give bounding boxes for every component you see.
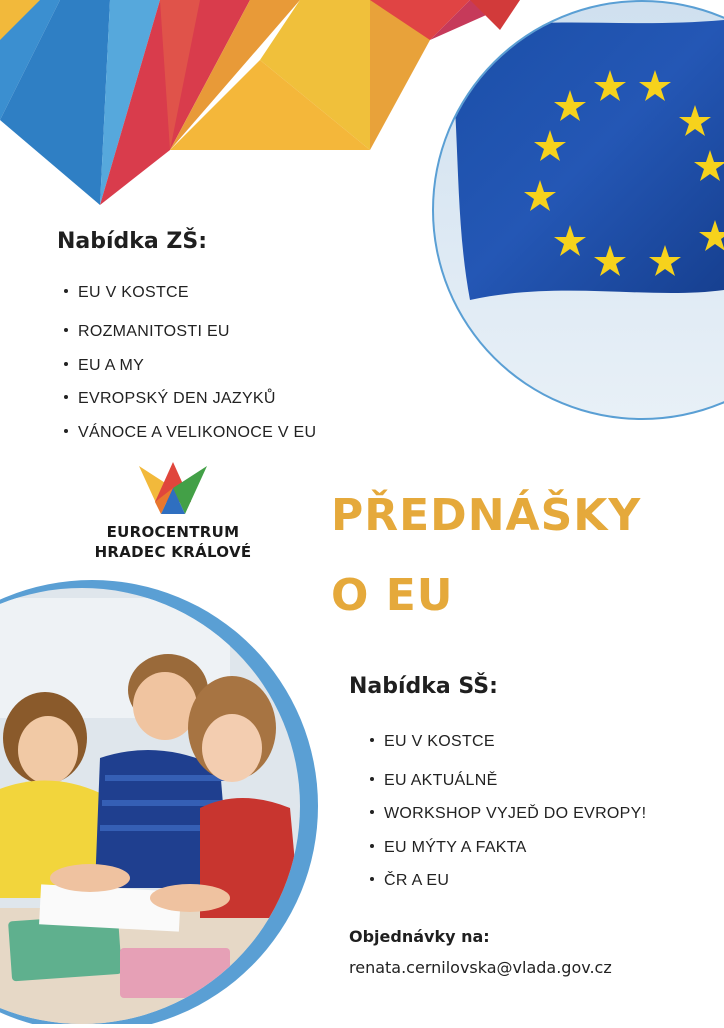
logo-text-line1: EUROCENTRUM xyxy=(106,523,240,541)
crown-logo-icon xyxy=(139,462,207,514)
children-photo xyxy=(0,578,320,1024)
list-item: EU A MY xyxy=(64,357,144,375)
order-email-link[interactable]: renata.cernilovska@vlada.gov.cz xyxy=(349,958,612,977)
list-item: EVROPSKÝ DEN JAZYKŮ xyxy=(64,390,276,408)
list-item: WORKSHOP VYJEĎ DO EVROPY! xyxy=(370,805,646,823)
list-item: VÁNOCE A VELIKONOCE V EU xyxy=(64,424,316,442)
title-line2: O EU xyxy=(331,570,454,621)
logo-text-line2: HRADEC KRÁLOVÉ xyxy=(94,543,252,561)
list-item: EU AKTUÁLNĚ xyxy=(370,772,498,790)
list-item: ROZMANITOSTI EU xyxy=(64,323,230,341)
title-line1: PŘEDNÁŠKY xyxy=(331,490,642,541)
list-item: ČR A EU xyxy=(370,872,449,890)
ss-offer-heading: Nabídka SŠ: xyxy=(349,674,498,699)
list-item: EU V KOSTCE xyxy=(370,733,495,751)
page-title xyxy=(331,476,641,636)
eurocentrum-logo xyxy=(88,462,258,562)
list-item: EU V KOSTCE xyxy=(64,284,189,302)
list-item: EU MÝTY A FAKTA xyxy=(370,839,527,857)
eu-flag-image xyxy=(410,0,724,420)
zs-offer-heading: Nabídka ZŠ: xyxy=(57,229,208,254)
order-label: Objednávky na: xyxy=(349,927,490,946)
